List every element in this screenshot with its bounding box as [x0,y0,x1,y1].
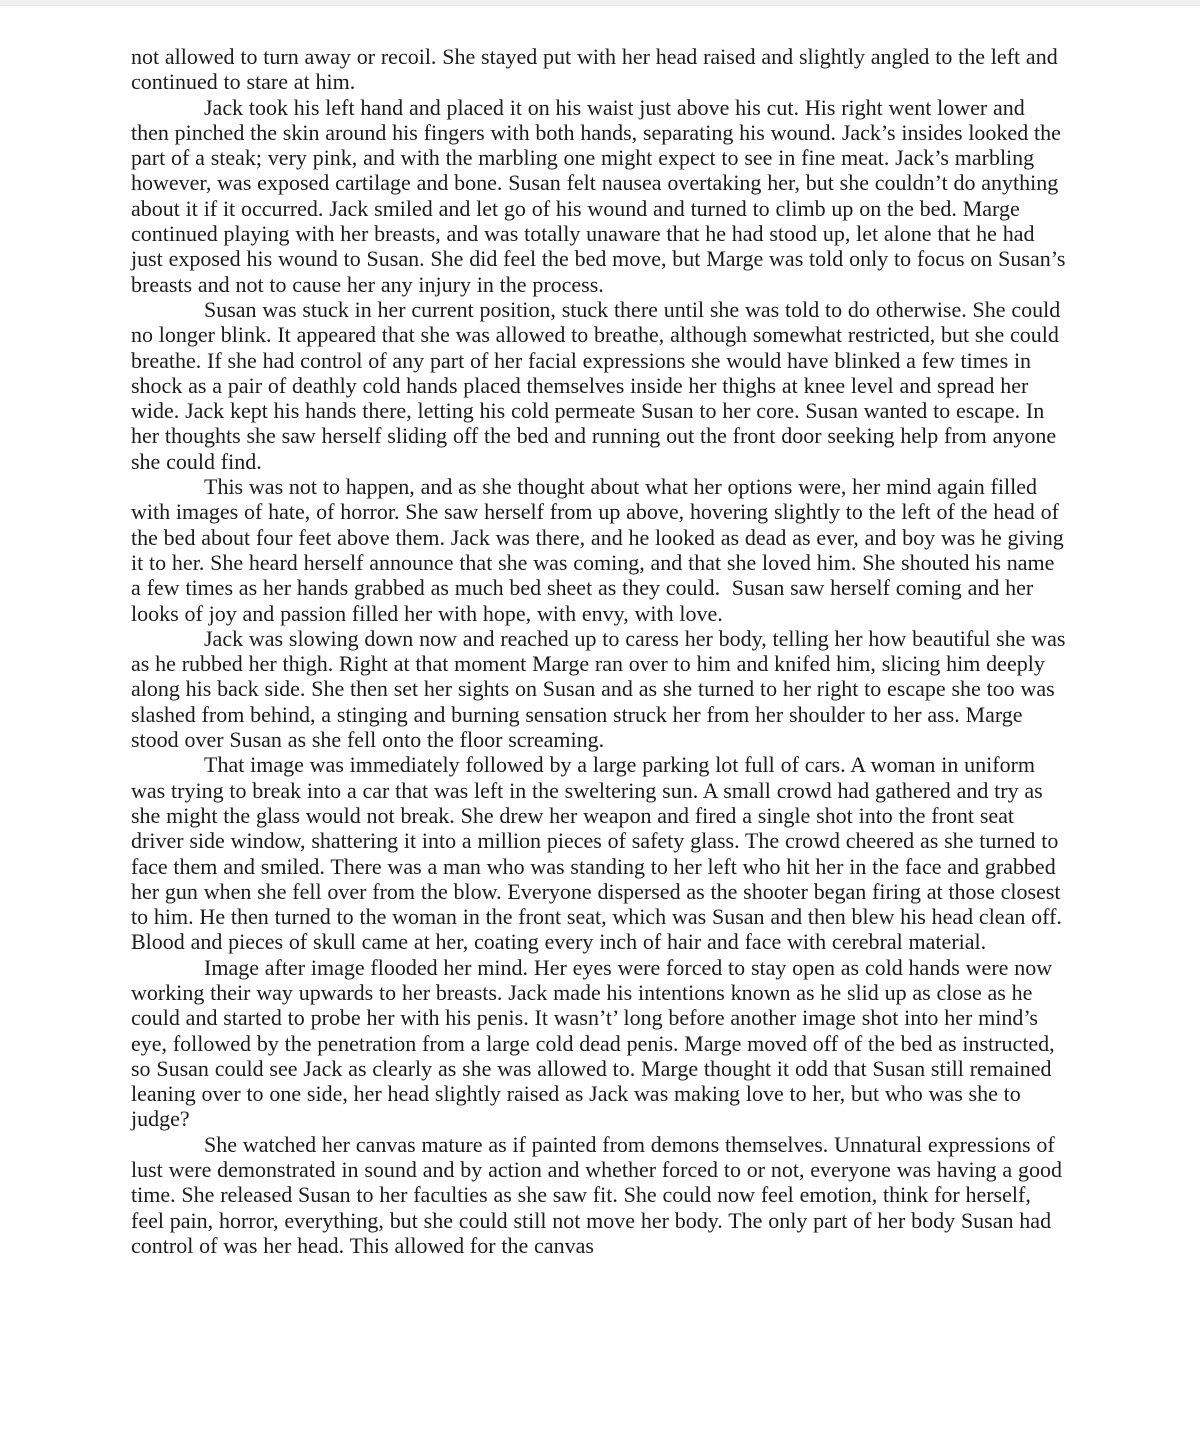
paragraph: She watched her canvas mature as if painted from demons themselves. Unnatural expressions of lust were demonstrated in sound and by action and whether forced to or not, everyone was having a good time. She released Susan to her faculties as she saw fit. She could now feel emotion, think for herself, feel pain, horror, everything, but she could still not move her body. The only part of her body Susan had control of was her head. This allowed for the canvas [131,1131,1068,1258]
paragraph-continuation: not allowed to turn away or recoil. She stayed put with her head raised and slightly angled to the left and continued to stare at him. [131,44,1064,95]
paragraph: Jack took his left hand and placed it on his waist just above his cut. His right went lower and then pinched the skin around his fingers with both hands, separating his wound. Jack’s insides looked the part of a steak; very pink, and with the marbling one might expect to see in fine meat. Jack’s marbling however, was exposed cartilage and bone. Susan felt nausea overtaking her, but she couldn’t do anything about it if it occurred. Jack smiled and let go of his wound and turned to climb up on the bed. Marge continued playing with her breasts, and was totally unaware that he had stood up, let alone that he had just exposed his wound to Susan. She did feel the bed move, but Marge was told only to focus on Susan’s breasts and not to cause her any injury in the process. [131,94,1072,297]
paragraph: Susan was stuck in her current position, stuck there until she was told to do otherwise. She could no longer blink. It appeared that she was allowed to breathe, although somewhat restricted, but she could breathe. If she had control of any part of her facial expressions she would have blinked a few times in shock as a pair of deathly cold hands placed themselves inside her thighs at knee level and spread her wide. Jack kept his hands there, letting his cold permeate Susan to her core. Susan wanted to escape. In her thoughts she saw herself sliding off the bed and running out the front door seeking help from anyone she could find. [131,296,1067,474]
paragraph: Jack was slowing down now and reached up to caress her body, telling her how beautiful she was as he rubbed her thigh. Right at that moment Marge ran over to him and knifed him, slicing him deeply along his back side. She then set her sights on Susan and as she turned to her right to escape she too was slashed from behind, a stinging and burning sensation struck her from her shoulder to her ass. Marge stood over Susan as she fell onto the floor screaming. [131,625,1072,753]
paragraph: That image was immediately followed by a large parking lot full of cars. A woman in uniform was trying to break into a car that was left in the sweltering sun. A small crowd had gathered and try as she might the glass would not break. She drew her weapon and fired a single shot into the front seat driver side window, shattering it into a million pieces of safety glass. The crowd cheered as she turned to face them and smiled. There was a man who was standing to her left who hit her in the face and grabbed her gun when she fell over from the blow. Everyone dispersed as the shooter began firing at those closest to him. He then turned to the woman in the front seat, which was Susan and then blew his head clean off. Blood and pieces of skull came at her, coating every inch of hair and face with cerebral material. [131,752,1068,955]
page-text-block [131,44,1072,1258]
page-top-edge [0,0,1200,6]
paragraph: Image after image flooded her mind. Her eyes were forced to stay open as cold hands were now working their way upwards to her breasts. Jack made his intentions known as he slid up as close as he could and started to probe her with his penis. It wasn’t’ long before another image shot into her mind’s eye, followed by the penetration from a large cold dead penis. Marge moved off of the bed as instructed, so Susan could see Jack as clearly as she was allowed to. Marge thought it odd that Susan still remained leaning over to one side, her head slightly raised as Jack was making love to her, but who was she to judge? [131,954,1061,1132]
paragraph: This was not to happen, and as she thought about what her options were, her mind again filled with images of hate, of horror. She saw herself from up above, hovering slightly to the left of the head of the bed about four feet above them. Jack was there, and he looked as dead as ever, and boy was he giving it to her. She heard herself announce that she was coming, and that she loved him. She shouted his name a few times as her hands grabbed as much bed sheet as they could. Susan saw herself coming and her looks of joy and passion filled her with hope, with envy, with love. [131,474,1070,626]
